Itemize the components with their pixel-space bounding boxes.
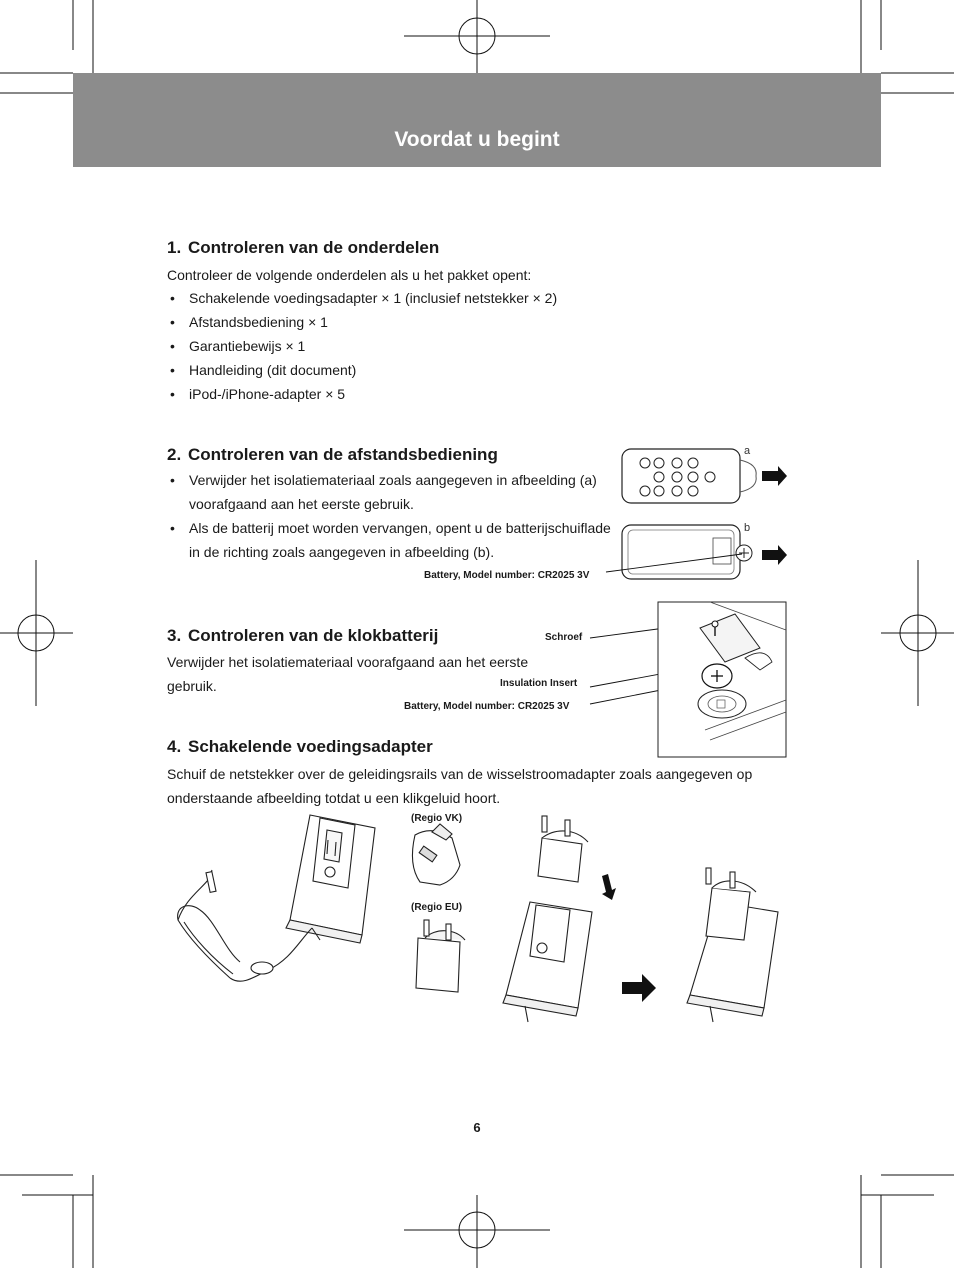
right-arrow-icon: [622, 974, 656, 1002]
eu-plug-top: [538, 816, 588, 882]
screw-label: Schroef: [545, 632, 583, 643]
insulation-label: Insulation Insert: [500, 678, 578, 689]
clock-battery-figure: [560, 600, 790, 760]
section-title: Controleren van de afstandsbediening: [188, 445, 498, 464]
section-2-heading: [167, 445, 498, 465]
list-item: • Handleiding (dit document): [167, 358, 767, 382]
list-item: • Verwijder het isolatiemateriaal zoals aangegeven in afbeelding (a) voorafgaand aan het eerste gebruik.: [167, 468, 612, 516]
adapter-with-cable: [178, 815, 375, 981]
section-3-heading: [167, 626, 438, 646]
list-item: • Schakelende voedingsadapter × 1 (inclusief netstekker × 2): [167, 286, 767, 310]
header-banner: [73, 73, 881, 167]
region-uk-label: (Regio VK): [411, 813, 463, 824]
eu-plug: [416, 920, 465, 992]
list-item: • Afstandsbediening × 1: [167, 310, 767, 334]
remote-instructions-list: [167, 468, 612, 564]
list-item: • Garantiebewijs × 1: [167, 334, 767, 358]
battery-leader-line: [600, 548, 750, 578]
remote-figure-a: [618, 446, 793, 508]
section-1-heading: [167, 238, 439, 258]
section-number: 3.: [167, 626, 182, 645]
section-number: 4.: [167, 737, 182, 756]
section-number: 2.: [167, 445, 182, 464]
section-4-body: Schuif de netstekker over de geleidingsrails van de wisselstroomadapter zoals aangegeven op onderstaande afbeelding totdat u een klikgeluid hoort.: [167, 766, 753, 806]
section-title: Controleren van de onderdelen: [188, 238, 440, 257]
uk-plug: [412, 824, 460, 885]
section-title: Schakelende voedingsadapter: [188, 737, 433, 756]
section-3-body: Verwijder het isolatiemateriaal voorafgaand aan het eerste gebruik.: [167, 654, 529, 694]
figure-label-b: b: [744, 522, 751, 534]
adapter-assembled: [687, 868, 778, 1022]
page-title: Voordat u begint: [394, 128, 560, 151]
remote-battery-label: Battery, Model number: CR2025 3V: [424, 570, 590, 581]
adapter-middle: [503, 902, 592, 1022]
figure-label-a: a: [744, 445, 751, 457]
section-4-heading: [167, 737, 433, 757]
list-item: • iPod-/iPhone-adapter × 5: [167, 382, 767, 406]
list-item: • Als de batterij moet worden vervangen, opent u de batterijschuiflade in de richting zoals aangegeven in afbeelding (b).: [167, 516, 612, 564]
power-adapter-figure: [170, 810, 790, 1030]
section-1-intro: Controleer de volgende onderdelen als u het pakket opent:: [167, 267, 532, 283]
down-arrow-icon: [602, 874, 616, 900]
section-title: Controleren van de klokbatterij: [188, 626, 439, 645]
clock-battery-label: Battery, Model number: CR2025 3V: [404, 701, 570, 712]
parts-list: [167, 286, 767, 406]
region-eu-label: (Regio EU): [411, 902, 463, 913]
section-number: 1.: [167, 238, 182, 257]
page-number: 6: [473, 1120, 481, 1135]
